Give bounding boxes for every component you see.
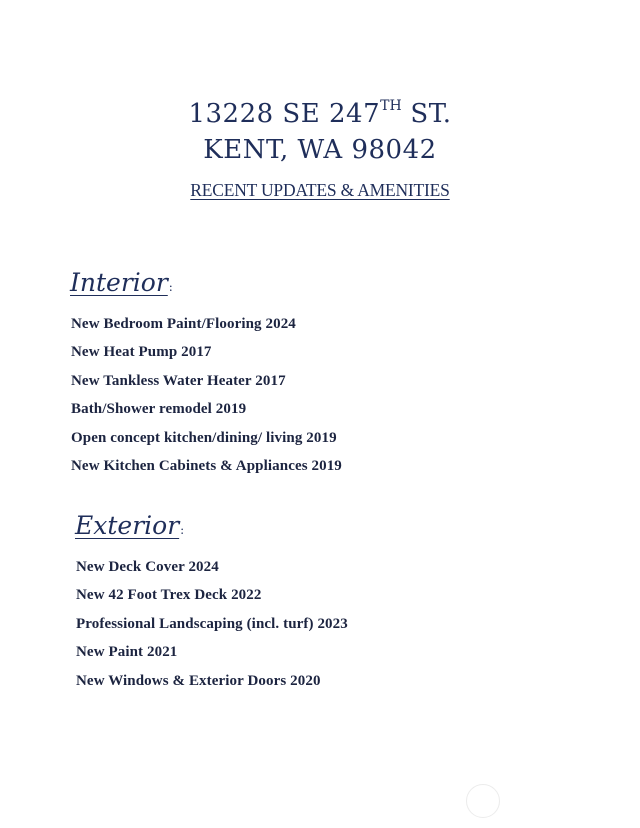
list-item: Professional Landscaping (incl. turf) 2023 (76, 615, 348, 632)
property-address (0, 88, 640, 168)
interior-heading-colon: : (168, 280, 173, 294)
list-item: New Tankless Water Heater 2017 (71, 372, 286, 389)
list-item: New Bedroom Paint/Flooring 2024 (71, 316, 296, 332)
faint-circle-mark (466, 784, 500, 818)
interior-heading (70, 268, 173, 297)
list-item: New Deck Cover 2024 (76, 559, 219, 575)
interior-list (71, 314, 342, 484)
address-line-2: KENT, WA 98042 (203, 135, 437, 165)
exterior-heading-text: Exterior (75, 511, 180, 540)
list-item: New Heat Pump 2017 (71, 344, 212, 361)
list-item: Open concept kitchen/dining/ living 2019 (71, 429, 337, 446)
ordinal-suffix: TH (380, 98, 402, 114)
street-type: ST. (401, 99, 452, 129)
list-item: New Paint 2021 (76, 644, 178, 661)
exterior-list (76, 557, 348, 699)
page-subtitle: RECENT UPDATES & AMENITIES (190, 180, 450, 200)
list-item: New Windows & Exterior Doors 2020 (76, 672, 321, 689)
interior-heading-text: Interior (70, 268, 168, 297)
list-item: Bath/Shower remodel 2019 (71, 401, 247, 418)
exterior-heading-colon: : (180, 523, 185, 537)
street-number-name: 13228 SE 247 (188, 99, 381, 129)
list-item: New Kitchen Cabinets & Appliances 2019 (71, 457, 342, 474)
exterior-heading (75, 511, 184, 540)
list-item: New 42 Foot Trex Deck 2022 (76, 587, 262, 604)
address-line-1 (0, 88, 640, 132)
